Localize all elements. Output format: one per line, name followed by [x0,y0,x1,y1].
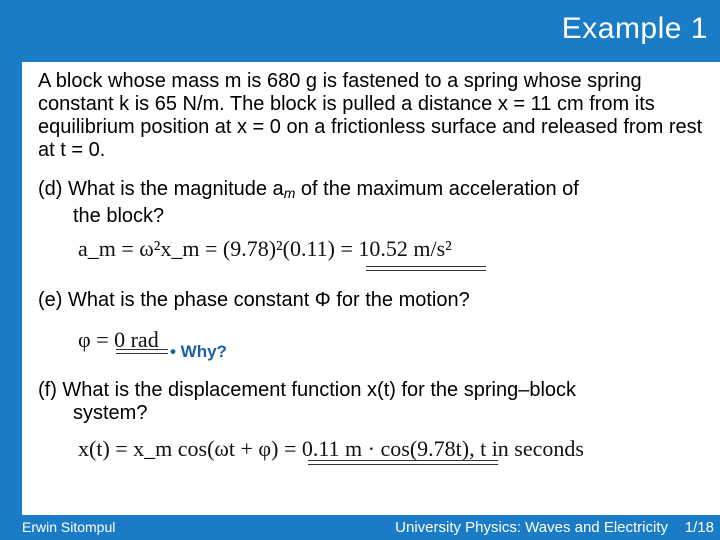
slide-footer [0,515,720,540]
left-accent-bar [0,0,22,540]
equation-d [78,236,452,262]
question-f-line1: (f) What is the displacement function x(t) for the spring–block [38,379,577,401]
footer-course: University Physics: Waves and Electricity [395,519,668,536]
slide-content [22,62,720,515]
footer-author: Erwin Sitompul [22,519,116,535]
question-d-subscript: m [283,185,296,201]
question-f [38,379,576,425]
why-bullet: • Why? [170,342,227,361]
equation-d-text: a_m = ω²x_m = (9.78)²(0.11) = 10.52 m/s² [78,236,452,261]
question-d [38,178,579,228]
equation-f-text: x(t) = x_m cos(ωt + φ) = 0.11 m · cos(9.78t), t in seconds [78,436,584,461]
equation-e-text: φ = 0 rad [78,327,159,352]
intro-paragraph: A block whose mass m is 680 g is fastened to a spring whose spring constant k is 65 N/m. The block is pulled a distance x = 11 cm from its equilibrium position at x = 0 on a frictionless surface and released from rest at t = 0. [38,70,703,161]
equation-d-underline [366,266,486,271]
footer-page-number: 1/18 [684,519,714,536]
equation-e-underline [116,349,168,354]
question-e: (e) What is the phase constant Φ for the motion? [38,289,470,311]
equation-f-underline [308,460,498,465]
equation-f [78,436,584,462]
question-f-line2: system? [73,402,148,424]
question-d-text-rest: of the maximum acceleration of [295,178,579,200]
question-d-text: (d) What is the magnitude a [38,178,284,200]
question-d-line2: the block? [73,205,165,227]
slide-title: Example 1 [561,12,708,45]
